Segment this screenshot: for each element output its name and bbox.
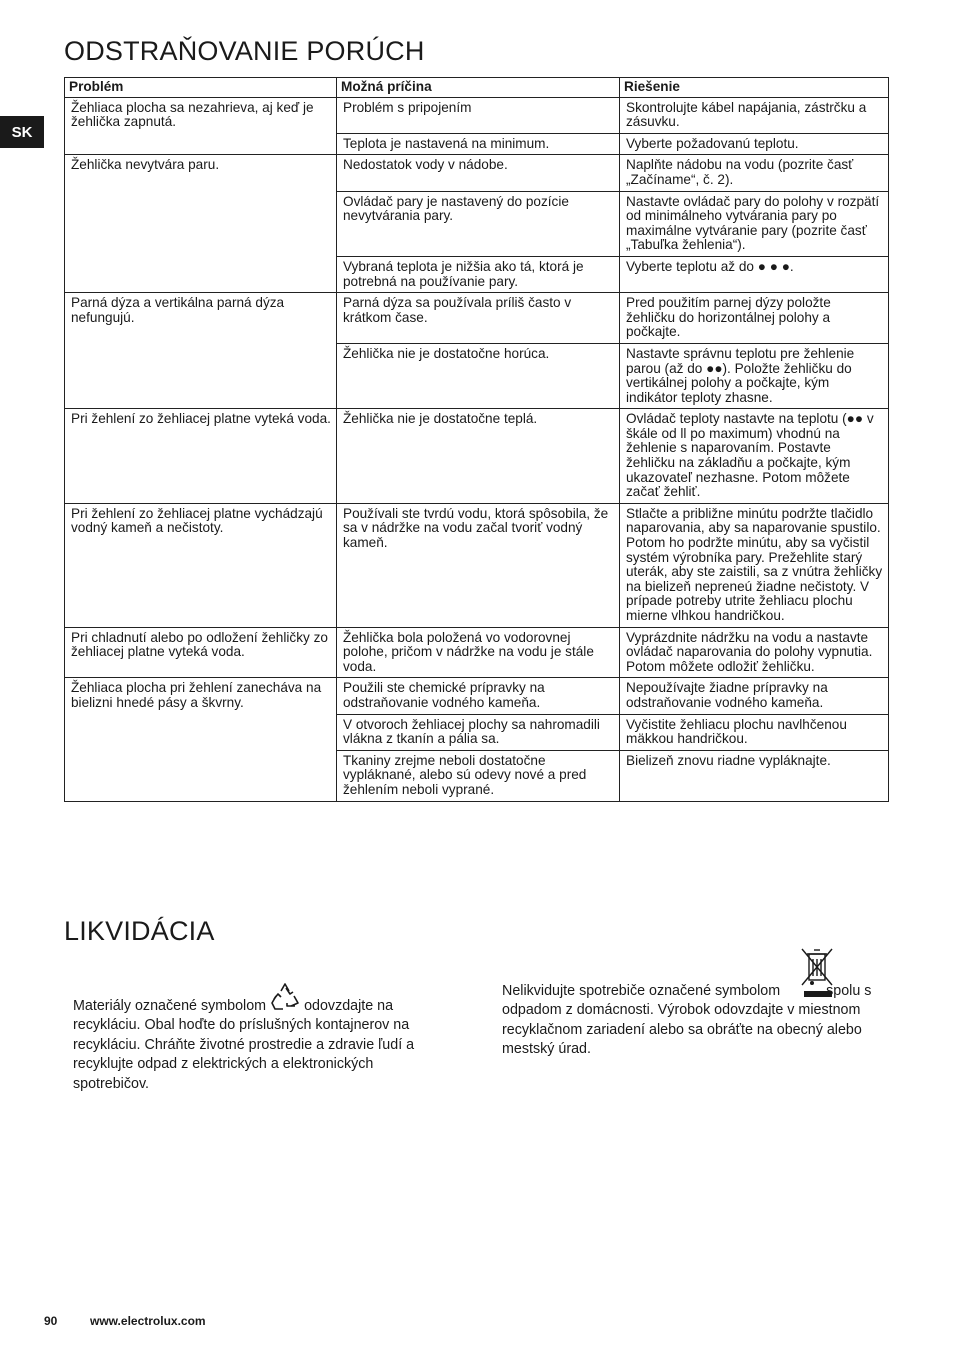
troubleshooting-table (64, 77, 889, 802)
solution-cell: Bielizeň znovu riadne vypláknajte. (620, 750, 889, 801)
problem-cell: Žehliaca plocha sa nezahrieva, aj keď je žehlička zapnutá. (65, 97, 337, 155)
cause-cell: Vybraná teplota je nižšia ako tá, ktorá je potrebná na používanie pary. (337, 256, 620, 292)
solution-cell: Vyberte požadovanú teplotu. (620, 133, 889, 155)
cause-cell: Ovládač pary je nastavený do pozície nevytvárania pary. (337, 191, 620, 256)
solution-cell: Skontrolujte kábel napájania, zástrčku a zásuvku. (620, 97, 889, 133)
solution-cell: Vyberte teplotu až do ● ● ●. (620, 256, 889, 292)
problem-cell: Pri žehlení zo žehliacej platne vyteká voda. (65, 409, 337, 504)
disposal-recycling-paragraph (73, 982, 443, 1094)
cause-cell: Nedostatok vody v nádobe. (337, 155, 620, 191)
solution-cell: Ovládač teploty nastavte na teplotu (●● v škále od ll po maximum) vhodnú na žehlenie s naparovaním. Postavte žehličku na základňu a počkajte, kým ukazovateľ nezhasne. Potom môžete začať žehliť. (620, 409, 889, 504)
table-row (65, 627, 889, 678)
website-link[interactable]: www.electrolux.com (90, 1314, 206, 1328)
problem-cell: Parná dýza a vertikálna parná dýza nefungujú. (65, 293, 337, 409)
problem-cell: Pri chladnutí alebo po odložení žehličky zo žehliacej platne vyteká voda. (65, 627, 337, 678)
header-cause: Možná príčina (337, 78, 620, 98)
solution-cell: Nastavte správnu teplotu pre žehlenie parou (až do ●●). Položte žehličku do vertikálnej polohy a počkajte, kým indikátor teploty zhasne. (620, 343, 889, 408)
table-row (65, 409, 889, 504)
disposal-weee-paragraph (502, 982, 872, 1060)
problem-cell: Pri žehlení zo žehliacej platne vychádzajú vodný kameň a nečistoty. (65, 503, 337, 627)
table-row (65, 678, 889, 714)
solution-cell: Stlačte a približne minútu podržte tlačidlo naparovania, aby sa naparovanie spustilo. Potom ho podržte minútu, aby sa vyčistil systém výrobníka pary. Prežehlite starý uterák, aby ste zaistili, sa z vnútra žehličky na bielizeň nepreneú žiadne nečistoty. V prípade potreby utrite žehliacu plochu mierne vlhkou handričkou. (620, 503, 889, 627)
problem-cell: Žehliaca plocha pri žehlení zanecháva na bielizni hnedé pásy a škvrny. (65, 678, 337, 801)
cause-cell: Tkaniny zrejme neboli dostatočne vypláknané, alebo sú odevy nové a pred žehlením neboli vyprané. (337, 750, 620, 801)
header-problem: Problém (65, 78, 337, 98)
cause-cell: Parná dýza sa používala príliš často v krátkom čase. (337, 293, 620, 344)
table-row (65, 155, 889, 191)
section-title-troubleshooting: ODSTRAŇOVANIE PORÚCH (64, 36, 425, 66)
table-header-row (65, 78, 889, 98)
disposal-right-text-end: spolu s odpadom z domácnosti. Výrobok odovzdajte v miestnom recyklačnom zariadení alebo sa obráťte na obecný alebo mestský úrad. (502, 983, 872, 1058)
solution-cell: Pred použitím parnej dýzy položte žehličku do horizontálnej polohy a počkajte. (620, 293, 889, 344)
disposal-right-text-start: Nelikvidujte spotrebiče označené symbolom (502, 983, 781, 999)
cause-cell: V otvoroch žehliacej plochy sa nahromadili vlákna z tkanín a pália sa. (337, 714, 620, 750)
page-number: 90 (44, 1314, 58, 1328)
cause-cell: Žehlička nie je dostatočne teplá. (337, 409, 620, 504)
language-tab: SK (0, 116, 44, 148)
table-row (65, 503, 889, 627)
table-row (65, 97, 889, 133)
section-title-disposal: LIKVIDÁCIA (64, 916, 215, 946)
cause-cell: Použili ste chemické prípravky na odstraňovanie vodného kameňa. (337, 678, 620, 714)
cause-cell: Žehlička bola položená vo vodorovnej polohe, pričom v nádržke na vodu je stále voda. (337, 627, 620, 678)
disposal-left-text-end: odovzdajte na recykláciu. Obal hoďte do príslušných kontajnerov na recykláciu. Chráňte životné prostredie a zdravie ľudí a recyklujte odpad z elektrických a elektronických spotrebičov. (73, 998, 415, 1092)
table-row (65, 293, 889, 344)
cause-cell: Používali ste tvrdú vodu, ktorá spôsobila, že sa v nádržke na vodu začal tvoriť vodný kameň. (337, 503, 620, 627)
solution-cell: Nastavte ovládač pary do polohy v rozpätí od minimálneho vytvárania pary po maximálne vytváranie pary (pozrite časť „Tabuľka žehlenia“). (620, 191, 889, 256)
solution-cell: Nepoužívajte žiadne prípravky na odstraňovanie vodného kameňa. (620, 678, 889, 714)
problem-cell: Žehlička nevytvára paru. (65, 155, 337, 293)
cause-cell: Žehlička nie je dostatočne horúca. (337, 343, 620, 408)
recycle-icon (270, 982, 300, 1014)
disposal-left-text-start: Materiály označené symbolom (73, 998, 267, 1014)
cause-cell: Problém s pripojením (337, 97, 620, 133)
solution-cell: Vyčistite žehliacu plochu navlhčenou mäkkou handričkou. (620, 714, 889, 750)
header-solution: Riešenie (620, 78, 889, 98)
cause-cell: Teplota je nastavená na minimum. (337, 133, 620, 155)
solution-cell: Vyprázdnite nádržku na vodu a nastavte ovládač naparovania do polohy vypnutia. Potom môžete odložiť žehličku. (620, 627, 889, 678)
solution-cell: Naplňte nádobu na vodu (pozrite časť „Začíname“, č. 2). (620, 155, 889, 191)
